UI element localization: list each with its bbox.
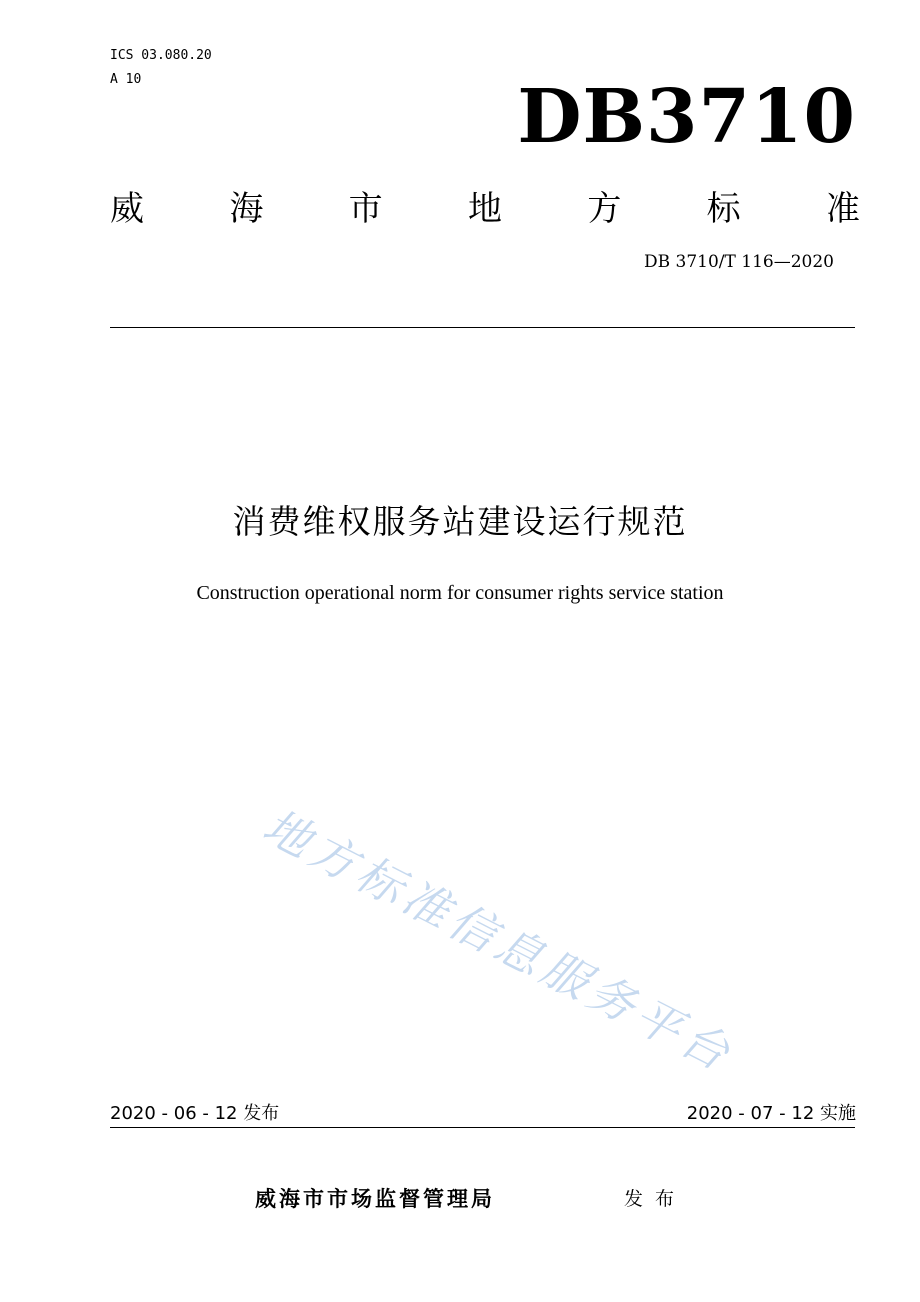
standard-type-char: 威: [110, 188, 144, 229]
standard-type: [110, 180, 860, 230]
title-english: Construction operational norm for consumer rights service station: [196, 582, 724, 604]
issue-date: 2020 - 06 - 12 发布: [110, 1103, 280, 1124]
standard-type-char: 市: [348, 188, 383, 229]
implementation-date: 2020 - 07 - 12 实施: [686, 1103, 856, 1124]
standard-type-char: 海: [229, 188, 264, 229]
standard-number: DB 3710/T 116—2020: [644, 252, 834, 272]
bottom-divider: [110, 1127, 855, 1128]
issuer: 威海市市场监督管理局: [255, 1187, 495, 1211]
ccs-code: A 10: [110, 72, 142, 87]
ics-code: ICS 03.080.20: [110, 48, 212, 63]
top-divider: [110, 327, 855, 328]
standard-type-char: 方: [587, 188, 622, 229]
standard-type-char: 地: [467, 188, 502, 229]
standard-code-logo: DB3710: [517, 74, 856, 160]
standard-type-char: 准: [825, 188, 860, 229]
watermark: 地方标准信息服务平台: [254, 798, 743, 1083]
title-chinese: 消费维权服务站建设运行规范: [232, 502, 688, 541]
issuer-action: 发布: [624, 1188, 687, 1210]
standard-type-char: 标: [706, 188, 741, 229]
